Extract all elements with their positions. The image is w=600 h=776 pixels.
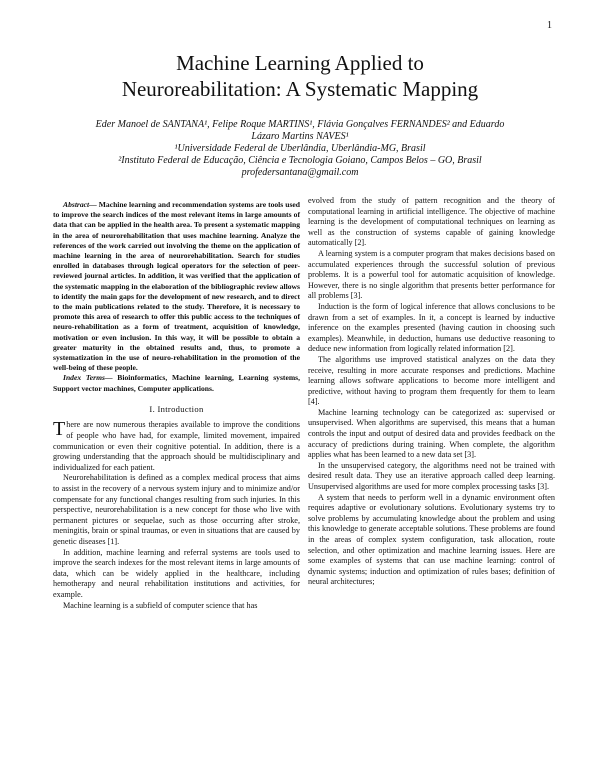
page-number: 1 — [547, 20, 552, 31]
body-paragraph: In the unsupervised category, the algorithms need not be trained with desired result data. They use an iterative approach called deep learning. Unsupervised algorithms are used for more complex processing tasks [3]. — [308, 460, 555, 492]
author-block — [70, 119, 530, 179]
intro-text: here are now numerous therapies available to improve the conditions of people who have had, for example, limited movement, impaired communication or even their cognitive potential. In addition, there is a growing understanding that the approach should be multidisciplinary and individualized for each patient. — [53, 420, 300, 472]
body-paragraph: Induction is the form of logical inference that allows conclusions to be drawn from a set of examples. In it, a concept is learned by inductive inference on the examples presented (having caution in choosing such examples). Meanwhile, in deduction, humans use deductive reasoning to deduce new information from logically related information [2]. — [308, 301, 555, 354]
abstract-text: Machine learning and recommendation systems are tools used to improve the search indices of the most relevant items in large amounts of data that can be applied in the health area. To present a systematic mapping in the area of neurorehabilitation that uses machine learning. Analyze the references of the work carried out involving the theme on the application of machine learning in the area of neurorehabilitation. Search for studies enrolled in databases through logical operators for the selection of peer-reviewed journal articles. In addition, it was verified that the application of the systematic mapping in the elaboration of the bibliographic review allows to identify the main gaps for the development of new research, and to direct to the main publications related to the study. Therefore, it is necessary to promote this area of research to offer this public access to the techniques of neuro-rehabilitation as a form of treatment, acquisition of knowledge, motivation or even inclusion. In this way, it will be possible to obtain a greater maturity in the obtained results and, thus, to promote a systematization in the use of neuro-rehabilitation in the promotion of the well-being of these people. — [53, 200, 300, 373]
index-terms — [53, 373, 300, 393]
abstract — [53, 200, 300, 373]
right-column — [308, 196, 555, 588]
abstract-label: Abstract— — [63, 200, 97, 209]
left-column — [53, 200, 300, 611]
contact-email: profedersantana@gmail.com — [241, 167, 359, 178]
drop-cap: T — [53, 418, 66, 441]
section-heading-introduction: I. Introduction — [149, 403, 204, 414]
title-line-1: Machine Learning Applied to — [176, 51, 424, 75]
index-terms-label: Index Terms— — [63, 373, 113, 383]
affiliation-1: ¹Universidade Federal de Uberlândia, Uberlândia-MG, Brasil — [174, 143, 426, 154]
paper-title — [0, 50, 600, 102]
title-line-2: Neuroreabilitation: A Systematic Mapping — [121, 77, 479, 101]
intro-paragraph — [53, 420, 300, 473]
body-paragraph: In addition, machine learning and referral systems are tools used to improve the search indexes for the most relevant items in large amounts of data, which can be widely applied in the healthcare, including hemotherapy and neural rehabilitation institutions and activities, for example. — [53, 547, 300, 599]
body-paragraph: Machine learning technology can be categorized as: supervised or unsupervised. When algorithms are supervised, this means that a human controls the input and output of desired data and provides feedback on the accuracy of predictions during training. When complete, the algorithm applies what has been learned to a new data set [3]. — [308, 407, 555, 460]
affiliation-2: ²Instituto Federal de Educação, Ciência e Tecnologia Goiano, Campos Belos – GO, Brasil — [118, 155, 482, 166]
author-line: Lázaro Martins NAVES¹ — [251, 131, 349, 142]
body-paragraph: A learning system is a computer program that makes decisions based on accumulated experiences through the successful solution of previous problems. It is a powerful tool for automatic acquisition of knowledge. However, there is no single algorithm that presents better performance for all problems [3]. — [308, 248, 555, 301]
index-terms-text: Bioinformatics, Machine learning, Learning systems, Support vector machines, Computer applications. — [53, 373, 300, 393]
body-paragraph: evolved from the study of pattern recognition and the theory of computational learning in artificial intelligence. The objective of machine learning is the development of computational techniques on learning as well as the construction of systems capable of gaining knowledge automatically [2]. — [308, 196, 555, 248]
body-paragraph: Machine learning is a subfield of computer science that has — [63, 600, 258, 610]
author-line: Eder Manoel de SANTANA¹, Felipe Roque MARTINS¹, Flávia Gonçalves FERNANDES² and Eduardo — [95, 119, 505, 130]
body-paragraph: The algorithms use improved statistical analyzes on the data they receive, resulting in more accurate responses and predictions. Machine learning allows software applications to become more intelligent and predictive, without having to program them frequently for them to learn [4]. — [308, 354, 555, 407]
body-paragraph: A system that needs to perform well in a dynamic environment often requires adaptive or evolutionary solutions. Evolutionary systems try to solve problems by accumulating knowledge about the problem and using this knowledge to generate acceptable solutions. These problems are found in the areas of complex system configuration, task allocation, route selection, and other optimization and machine learning issues. Here are some examples of systems that can use machine learning: control of dynamic systems; induction and optimization of rules bases; definition of neural architectures; — [308, 492, 555, 587]
body-paragraph: Neurorehabilitation is defined as a complex medical process that aims to assist in the recovery of a nervous system injury and to minimize and/or compensate for any functional changes resulting from such injuries. In this perspective, neurorehabilitation is a new concept for those who live with permanent pictures or sequelae, such as those occurring after stroke, meningitis, brain or spinal traumas, or even in situations that are caused by genetic diseases [1]. — [53, 473, 300, 546]
